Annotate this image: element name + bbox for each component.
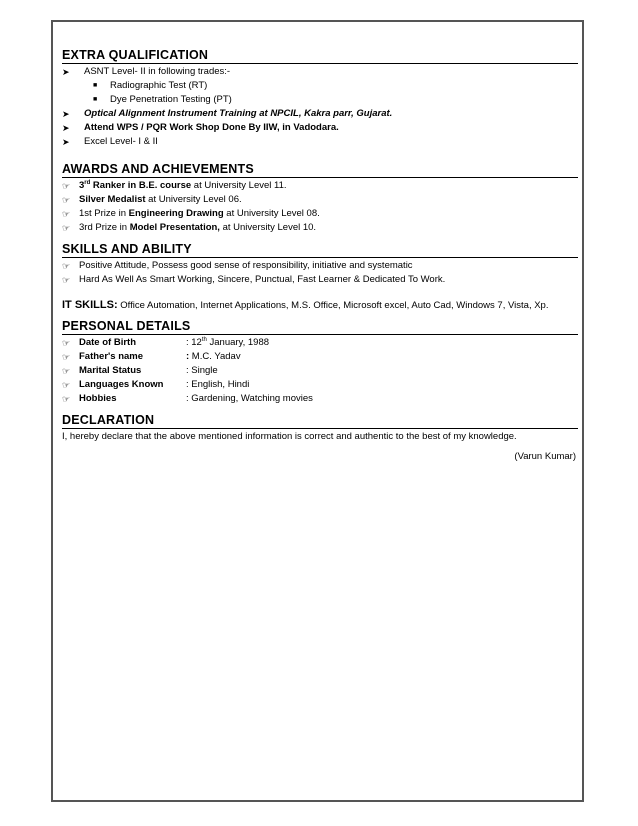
pointing-hand-icon: ☞ (62, 209, 71, 219)
pointing-hand-icon: ☞ (62, 352, 71, 362)
pointing-hand-icon: ☞ (62, 181, 71, 191)
detail-label: Father's name (79, 351, 144, 362)
sub-list-item (62, 93, 578, 107)
detail-value: : English, Hindi (186, 379, 250, 390)
list-item-text: 3rd Ranker in B.E. course at University Level 11. (79, 179, 287, 191)
pointing-hand-icon: ☞ (62, 223, 71, 233)
personal-details-section (62, 319, 578, 406)
list-item (62, 259, 578, 273)
detail-value: : M.C. Yadav (186, 351, 241, 362)
list-item (62, 221, 578, 235)
detail-value: : 12th January, 1988 (186, 336, 270, 348)
list-item-text: 3rd Prize in Model Presentation, at University Level 10. (79, 222, 317, 233)
signature: (Varun Kumar) (514, 451, 576, 462)
square-bullet-icon: ■ (93, 96, 98, 103)
detail-value: : Single (186, 365, 218, 376)
list-item-text: 1st Prize in Engineering Drawing at University Level 08. (79, 208, 320, 219)
list-item-text: Optical Alignment Instrument Training at NPCIL, Kakra parr, Gujarat. (84, 108, 393, 119)
skills-section (62, 242, 578, 313)
it-skills-line (62, 298, 578, 313)
list-item-text: Attend WPS / PQR Work Shop Done By IIW, in Vadodara. (84, 122, 339, 133)
list-item (62, 273, 578, 287)
sub-list-item (62, 79, 578, 93)
list-item-text: Positive Attitude, Possess good sense of responsibility, initiative and systematic (79, 260, 413, 271)
skills-heading: SKILLS AND ABILITY (62, 242, 578, 258)
list-item (62, 193, 578, 207)
arrow-bullet-icon: ➤ (62, 109, 70, 119)
pointing-hand-icon: ☞ (62, 275, 71, 285)
sub-list-item-text: Dye Penetration Testing (PT) (110, 94, 232, 105)
detail-row-father (62, 350, 578, 364)
awards-heading: AWARDS AND ACHIEVEMENTS (62, 162, 578, 178)
pointing-hand-icon: ☞ (62, 366, 71, 376)
detail-label: Hobbies (79, 393, 117, 404)
list-item-text: Silver Medalist at University Level 06. (79, 194, 242, 205)
declaration-heading: DECLARATION (62, 413, 578, 429)
pointing-hand-icon: ☞ (62, 394, 71, 404)
detail-row-dob (62, 336, 578, 350)
sub-list-item-text: Radiographic Test (RT) (110, 80, 208, 91)
detail-label: Date of Birth (79, 337, 136, 348)
pointing-hand-icon: ☞ (62, 380, 71, 390)
list-item (62, 135, 578, 149)
pointing-hand-icon: ☞ (62, 195, 71, 205)
list-item (62, 179, 578, 193)
pointing-hand-icon: ☞ (62, 261, 71, 271)
list-item (62, 207, 578, 221)
detail-value: : Gardening, Watching movies (186, 393, 313, 404)
list-item-text: Excel Level- I & II (84, 136, 158, 147)
extra-qualification-heading: EXTRA QUALIFICATION (62, 48, 578, 64)
arrow-bullet-icon: ➤ (62, 123, 70, 133)
declaration-section (62, 413, 578, 464)
square-bullet-icon: ■ (93, 82, 98, 89)
arrow-bullet-icon: ➤ (62, 137, 70, 147)
list-item-text: Hard As Well As Smart Working, Sincere, Punctual, Fast Learner & Dedicated To Work. (79, 274, 446, 285)
list-item-text: ASNT Level- II in following trades:- (84, 66, 231, 77)
list-item (62, 65, 578, 79)
it-skills-text: Office Automation, Internet Applications, M.S. Office, Microsoft excel, Auto Cad, Windows 7, Vista, Xp. (117, 300, 549, 311)
pointing-hand-icon: ☞ (62, 338, 71, 348)
list-item (62, 121, 578, 135)
detail-label: Marital Status (79, 365, 142, 376)
list-item (62, 107, 578, 121)
detail-row-hobbies (62, 392, 578, 406)
arrow-bullet-icon: ➤ (62, 67, 70, 77)
it-skills-label: IT SKILLS: (62, 299, 118, 311)
awards-section (62, 162, 578, 235)
extra-qualification-section (62, 48, 578, 149)
detail-label: Languages Known (79, 379, 164, 390)
detail-row-marital (62, 364, 578, 378)
personal-details-heading: PERSONAL DETAILS (62, 319, 578, 335)
declaration-text: I, hereby declare that the above mentioned information is correct and authentic to the best of my knowledge. (62, 431, 517, 442)
detail-row-languages (62, 378, 578, 392)
